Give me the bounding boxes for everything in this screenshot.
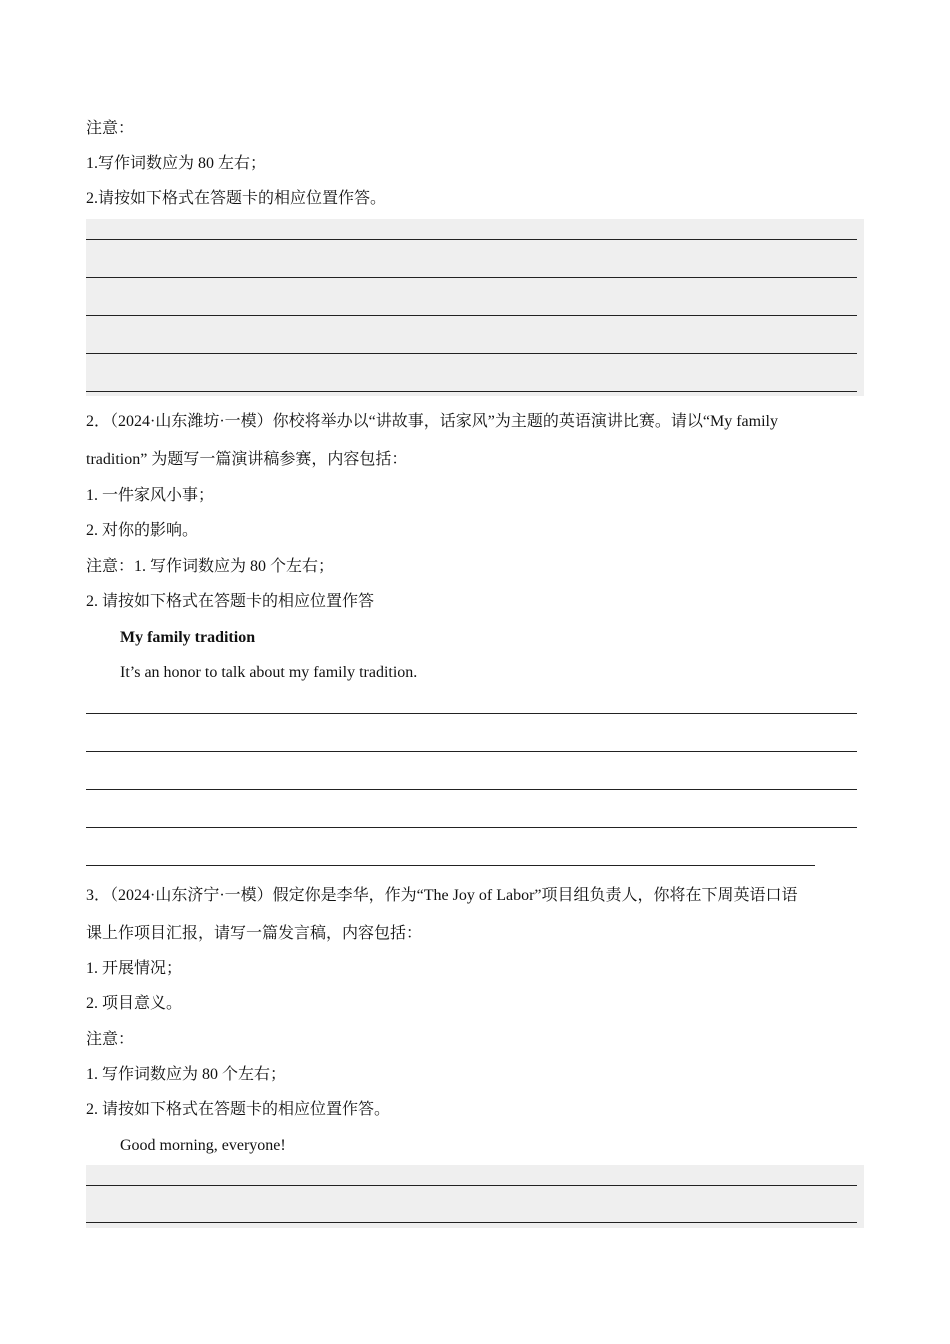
essay-title: My family tradition (120, 629, 256, 646)
question-3-item-1: 1. 开展情况； (86, 960, 183, 977)
question-2-prompt-line1: 2．（2024·山东潍坊·一模）你校将举办以“讲故事，话家风”为主题的英语演讲比赛。请以“My family (86, 413, 778, 430)
answer-line (86, 239, 857, 240)
question-3-item-2: 2. 项目意义。 (86, 995, 183, 1012)
question-3-prompt-line2: 课上作项目汇报，请写一篇发言稿，内容包括： (86, 925, 423, 942)
answer-line (86, 789, 857, 790)
requirement-format: 2.请按如下格式在答题卡的相应位置作答。 (86, 190, 387, 207)
answer-line (86, 353, 857, 354)
answer-line (86, 315, 857, 316)
answer-line (86, 751, 857, 752)
question-3-requirement-word-count: 1. 写作词数应为 80 个左右； (86, 1066, 287, 1083)
question-3-requirement-format: 2. 请按如下格式在答题卡的相应位置作答。 (86, 1101, 391, 1118)
speech-opening-line: Good morning, everyone! (120, 1137, 286, 1154)
note-heading: 注意： (86, 120, 135, 137)
question-2-note-word-count: 注意：1. 写作词数应为 80 个左右； (86, 558, 335, 575)
question-2-item-2: 2. 对你的影响。 (86, 522, 199, 539)
answer-line (86, 827, 857, 828)
question-2-note-format: 2. 请按如下格式在答题卡的相应位置作答 (86, 593, 375, 610)
answer-line (86, 1185, 857, 1186)
answer-area-shaded (86, 219, 864, 396)
answer-line (86, 277, 857, 278)
requirement-word-count: 1.写作词数应为 80 左右； (86, 155, 267, 172)
answer-area-shaded (86, 1165, 864, 1228)
answer-line (86, 865, 815, 866)
question-2-item-1: 1. 一件家风小事； (86, 487, 215, 504)
essay-opening-sentence: It’s an honor to talk about my family tradition. (120, 664, 418, 681)
answer-line (86, 1222, 857, 1223)
question-3-prompt-line1: 3．（2024·山东济宁·一模）假定你是李华，作为“The Joy of Labor”项目组负责人，你将在下周英语口语 (86, 887, 798, 904)
answer-line (86, 391, 857, 392)
answer-line (86, 713, 857, 714)
question-3-note-heading: 注意： (86, 1031, 135, 1048)
question-2-prompt-line2: tradition” 为题写一篇演讲稿参赛，内容包括： (86, 451, 408, 468)
